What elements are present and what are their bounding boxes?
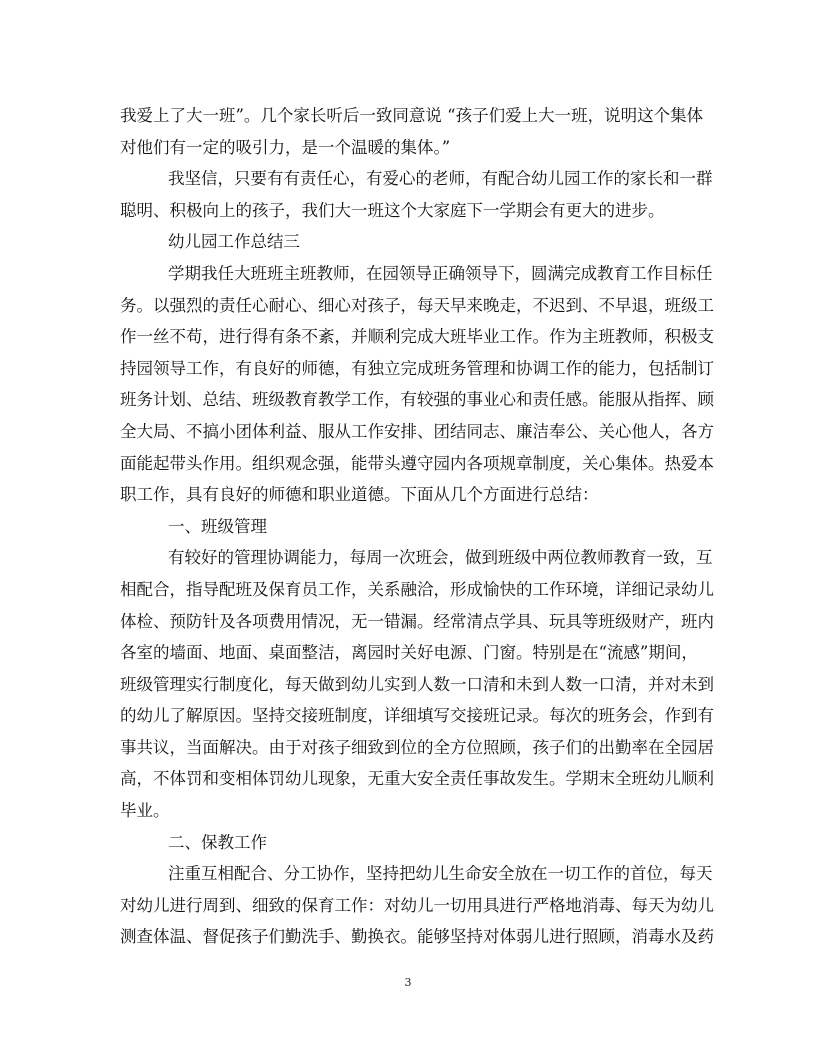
text-line-13: 职工作，具有良好的师德和职业道德。下面从几个方面进行总结： xyxy=(120,485,599,505)
heading-care-education-work: 二、保教工作 xyxy=(168,832,267,852)
document-body xyxy=(120,100,714,953)
text-line-4: 聪明、积极向上的孩子，我们大一班这个大家庭下一学期会有更大的进步。 xyxy=(120,200,665,220)
text-line-26: 对幼儿进行周到、细致的保育工作：对幼儿一切用具进行严格地消毒、每天为幼儿 xyxy=(120,895,714,915)
text-line-20: 的幼儿了解原因。坚持交接班制度，详细填写交接班记录。每次的班务会，作到有 xyxy=(120,706,714,726)
text-line-2: 对他们有一定的吸引力，是一个温暖的集体。” xyxy=(120,137,451,157)
page-number: 3 xyxy=(404,976,412,989)
text-line-9: 持园领导工作，有良好的师德，有独立完成班务管理和协调工作的能力，包括制订 xyxy=(120,358,714,378)
text-line-25: 注重互相配合、分工协作，坚持把幼儿生命安全放在一切工作的首位，每天 xyxy=(168,864,713,884)
text-line-6: 学期我任大班班主班教师，在园领导正确领导下，圆满完成教育工作目标任 xyxy=(168,263,713,283)
heading-class-management: 一、班级管理 xyxy=(168,516,267,536)
text-line-1: 我爱上了大一班”。几个家长听后一致同意说 “孩子们爱上大一班，说明这个集体 xyxy=(120,106,704,125)
text-line-10: 班务计划、总结、班级教育教学工作，有较强的事业心和责任感。能服从指挥、顾 xyxy=(120,390,714,410)
text-line-3: 我坚信，只要有有责任心，有爱心的老师，有配合幼儿园工作的家长和一群 xyxy=(168,169,713,189)
text-line-18: 各室的墙面、地面、桌面整洁，离园时关好电源、门窗。特别是在“流感”期间， xyxy=(120,643,698,663)
text-line-23: 毕业。 xyxy=(120,801,170,821)
text-line-15: 有较好的管理协调能力，每周一次班会，做到班级中两位教师教育一致，互 xyxy=(168,548,713,568)
text-line-17: 体检、预防针及各项费用情况，无一错漏。经常清点学具、玩具等班级财产，班内 xyxy=(120,611,714,631)
text-line-11: 全大局、不搞小团体利益、服从工作安排、团结同志、廉洁奉公、关心他人，各方 xyxy=(120,421,714,441)
text-line-19: 班级管理实行制度化，每天做到幼儿实到人数一口清和未到人数一口清，并对未到 xyxy=(120,674,714,694)
text-line-22: 高，不体罚和变相体罚幼儿现象，无重大安全责任事故发生。学期末全班幼儿顺利 xyxy=(120,769,714,789)
text-line-8: 作一丝不苟，进行得有条不紊，并顺利完成大班毕业工作。作为主班教师，积极支 xyxy=(120,327,714,347)
text-line-12: 面能起带头作用。组织观念强，能带头遵守园内各项规章制度，关心集体。热爱本 xyxy=(120,453,714,473)
text-line-27: 测查体温、督促孩子们勤洗手、勤换衣。能够坚持对体弱儿进行照顾，消毒水及药 xyxy=(120,927,714,947)
section-title-summary-three: 幼儿园工作总结三 xyxy=(168,232,300,252)
text-line-7: 务。以强烈的责任心耐心、细心对孩子，每天早来晚走，不迟到、不早退，班级工 xyxy=(120,295,714,315)
text-line-21: 事共议，当面解决。由于对孩子细致到位的全方位照顾，孩子们的出勤率在全园居 xyxy=(120,737,714,757)
text-line-16: 相配合，指导配班及保育员工作，关系融洽，形成愉快的工作环境，详细记录幼儿 xyxy=(120,579,714,599)
